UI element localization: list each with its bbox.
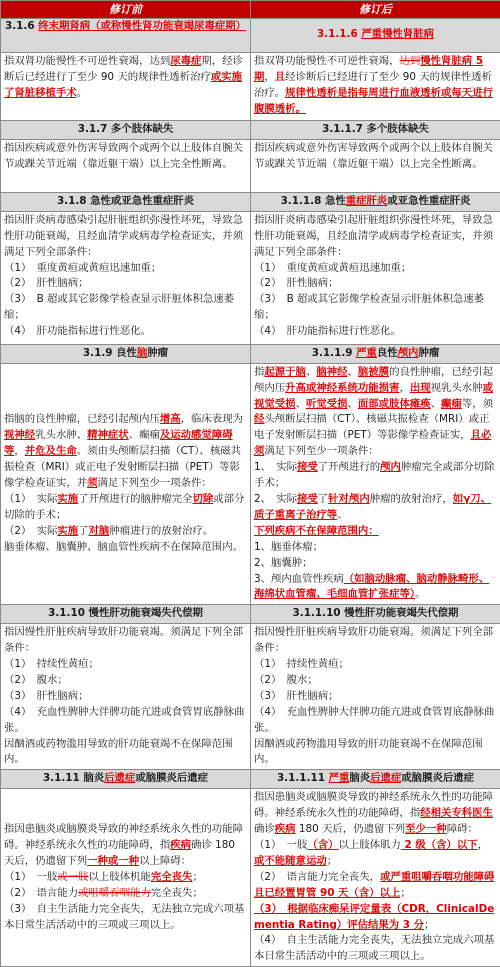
section-title-before: 3.1.7 多个肢体缺失: [1, 121, 251, 140]
section-body-row: [1, 624, 500, 770]
section-title-before: 3.1.10 慢性肝功能衰竭失代偿期: [1, 605, 251, 624]
section-title-row: [1, 770, 500, 789]
section-title-after: 3.1.1.7 多个肢体缺失: [251, 121, 500, 140]
section-body-row: [1, 139, 500, 192]
section-title-row: [1, 192, 500, 211]
section-body-after: 指双肾功能慢性不可逆性衰竭，达到慢性肾脏病 5 期，且经诊断后已经进行了至少 90 天的规律性透析治疗。规律性透析是指每周进行血液透析或每天进行腹膜透析。: [251, 53, 500, 121]
section-title-row: [1, 19, 500, 53]
section-title-after: 3.1.1.8 急性重症肝炎或亚急性重症肝炎: [251, 192, 500, 211]
section-title-row: [1, 121, 500, 140]
section-title-after: 3.1.1.11 严重脑炎后遗症或脑膜炎后遗症: [251, 770, 500, 789]
section-body-row: [1, 363, 500, 605]
section-title-before: 3.1.9 良性脑肿瘤: [1, 344, 251, 363]
header-after: 修订后: [251, 1, 500, 19]
section-body-after: 指因肝炎病毒感染引起肝脏组织弥漫性坏死，导致急性肝功能衰竭，且经血清学或病毒学检查证实，并须满足下列全部条件： （1） 重度黄疸或黄疸迅速加重； （2） 肝性脑病； （3） B 超或其它影像学检查显示肝脏体积急速萎缩； （4） 肝功能指标进行性恶化。: [251, 211, 500, 344]
section-title-before: 3.1.11 脑炎后遗症或脑膜炎后遗症: [1, 770, 251, 789]
section-body-row: [1, 789, 500, 967]
header-row: [1, 1, 500, 19]
section-title-row: [1, 605, 500, 624]
header-before: 修订前: [1, 1, 251, 19]
section-body-before: 指因患脑炎或脑膜炎导致的神经系统永久性的功能障碍。神经系统永久性的功能障碍，指疾病确诊 180 天后，仍遗留下列一种或一种以上障碍： （1） 一肢或一肢以上肢体机能完全丧失； （2） 语言能力或咀嚼吞咽能力完全丧失； （3） 自主生活能力完全丧失，无法独立完成六项基本日常生活活动中的三项或三项以上。: [1, 789, 251, 967]
section-body-before: 指因肝炎病毒感染引起肝脏组织弥漫性坏死，导致急性肝功能衰竭，且经血清学或病毒学检查证实，并须满足下列全部条件： （1） 重度黄疸或黄疸迅速加重； （2） 肝性脑病； （3） B 超或其它影像学检查显示肝脏体积急速萎缩； （4） 肝功能指标进行性恶化。: [1, 211, 251, 344]
section-title-after: 3.1.1.6 严重慢性肾脏病: [251, 19, 500, 53]
section-body-after: 指因患脑炎或脑膜炎导致的神经系统永久性的功能障碍。神经系统永久性的功能障碍，指经相关专科医生确诊疾病 180 天后，仍遗留下列至少一种障碍： （1） 一肢（含）以上肢体肌力 2 级（含）以下，或不能随意运动； （2） 语言能力完全丧失，或严重咀嚼吞咽功能障碍且已经置胃管 90 天（含）以上； （3） 根据临床痴呆评定量表（CDR，ClinicalDementia Rating）评估结果为 3 分； （4） 自主生活能力完全丧失，无法独立完成六项基本日常生活活动中的三项或三项以上。: [251, 789, 500, 967]
section-body-row: [1, 53, 500, 121]
section-body-row: [1, 211, 500, 344]
section-title-after: 3.1.1.9 严重良性颅内肿瘤: [251, 344, 500, 363]
section-title-row: [1, 344, 500, 363]
section-body-before: 指脑的良性肿瘤，已经引起颅内压增高，临床表现为视神经乳头水肿、精神症状、癫痫及运动感觉障碍等，并危及生命。须由头颅断层扫描（CT）、核磁共振检查（MRI）或正电子发射断层扫描（PET）等影像学检查证实，并须满足下列至少一项条件： （1） 实际实施了开颅进行的脑肿瘤完全切除或部分切除的手术； （2） 实际实施了对脑肿瘤进行的放射治疗。 脑垂体瘤、脑囊肿、脑血管性疾病不在保障范围内。: [1, 363, 251, 605]
section-body-before: 指因疾病或意外伤害导致两个或两个以上肢体自腕关节或踝关节近端（靠近躯干端）以上完全性断离。: [1, 139, 251, 192]
section-body-before: 指双肾功能慢性不可逆性衰竭，达到尿毒症期，经诊断后已经进行了至少 90 天的规律性透析治疗或实施了肾脏移植手术。: [1, 53, 251, 121]
section-body-after: 指因疾病或意外伤害导致两个或两个以上肢体自腕关节或踝关节近端（靠近躯干端）以上完全性断离。: [251, 139, 500, 192]
section-body-after: 指起源于脑、脑神经、脑被膜的良性肿瘤，已经引起颅内压升高或神经系统功能损害，出现视乳头水肿或视觉受损、听觉受损、面部或肢体瘫痪、癫痫等，须经头颅断层扫描（CT）、核磁共振检查（MRI）或正电子发射断层扫描（PET）等影像学检查证实，且必须满足下列至少一项条件： 1、 实际接受了开颅进行的颅内肿瘤完全或部分切除手术； 2、 实际接受了针对颅内肿瘤的放射治疗，如γ刀、质子重离子治疗等。 下列疾病不在保障范围内： 1、脑垂体瘤； 2、脑囊肿； 3、颅内血管性疾病（如脑动脉瘤、脑动静脉畸形、海绵状血管瘤、毛细血管扩张症等）。: [251, 363, 500, 605]
section-title-before: 3.1.6 终末期肾病（或称慢性肾功能衰竭尿毒症期）: [1, 19, 251, 53]
section-title-after: 3.1.1.10 慢性肝功能衰竭失代偿期: [251, 605, 500, 624]
section-title-before: 3.1.8 急性或亚急性重症肝炎: [1, 192, 251, 211]
section-body-after: 指因慢性肝脏疾病导致肝功能衰竭。须满足下列全部条件： （1） 持续性黄疸； （2） 腹水； （3） 肝性脑病； （4） 充血性脾肿大伴脾功能亢进或食管胃底静脉曲张。 因酗酒或药物滥用导致的肝功能衰竭不在保障范围内。: [251, 624, 500, 770]
section-body-before: 指因慢性肝脏疾病导致肝功能衰竭。须满足下列全部条件： （1） 持续性黄疸； （2） 腹水； （3） 肝性脑病； （4） 充血性脾肿大伴脾功能亢进或食管胃底静脉曲张。 因酗酒或药物滥用导致的肝功能衰竭不在保障范围内。: [1, 624, 251, 770]
